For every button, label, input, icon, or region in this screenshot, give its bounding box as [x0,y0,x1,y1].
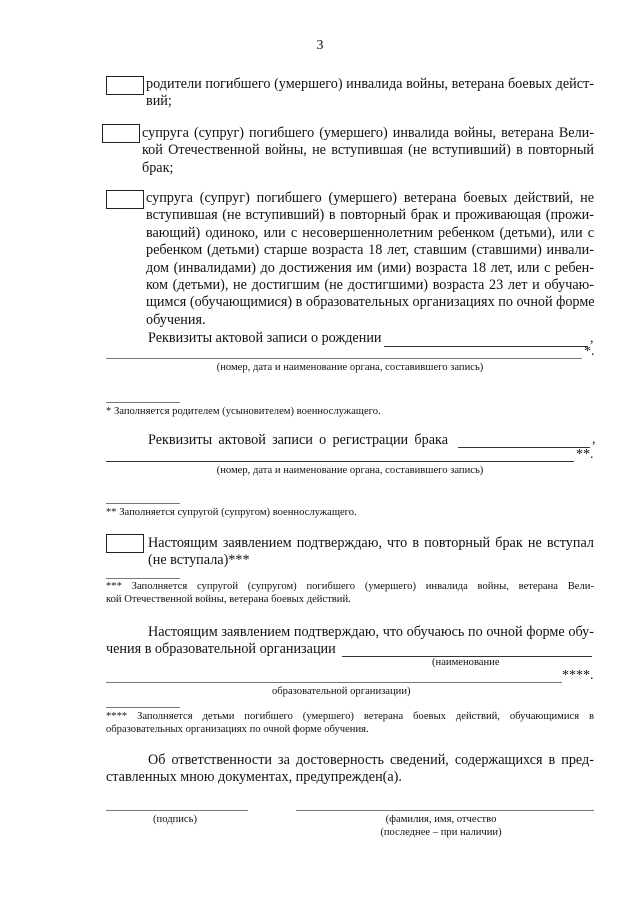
option-spouse-invalid-checkbox[interactable] [102,124,140,143]
remarriage-line: (не вступала)*** [148,552,250,569]
marriage-record-label [148,432,448,449]
marriage-record-word: Реквизиты [148,432,213,448]
education-caption-1: (наименование [432,657,500,668]
option-parents-line: вий; [146,93,172,110]
education-footnote-line: образовательных организациях по очной форме обучения. [106,724,369,735]
birth-record-label: Реквизиты актовой записи о рождении [148,330,382,346]
option-spouse-invalid-line: кой Отечественной войны, не вступившая (не вступивший) в повторный [142,142,594,159]
education-line: чения в образовательной организации [106,641,336,658]
option-spouse-veteran-line: щимся (обучающимися) в образовательных организациях по очной форме [146,294,595,311]
birth-record-footnote-mark: *. [584,344,595,359]
birth-record-input-line[interactable] [384,346,588,347]
option-spouse-invalid-text [142,125,594,177]
page-number: 3 [316,38,324,53]
education-footnote [106,710,594,736]
education-footnote-mark: ****. [562,668,594,683]
birth-record-caption: (номер, дата и наименование органа, составившего запись) [216,362,484,373]
education-text [106,624,594,659]
marriage-record-input-line-2[interactable] [106,461,574,462]
option-parents-text [146,76,594,111]
signature-caption: (подпись) [153,814,197,825]
marriage-record-caption: (номер, дата и наименование органа, составившего запись) [216,465,484,476]
footnote-separator [106,578,180,579]
option-spouse-veteran-line: ком (детьми), не достигшим (не достигшими) возраста 23 лет и обучаю- [146,277,594,294]
marriage-record-word: записи [272,432,313,448]
responsibility-text [106,752,594,787]
option-spouse-veteran-text [146,190,594,329]
option-parents-checkbox[interactable] [106,76,144,95]
marriage-record-comma: , [592,432,596,447]
option-spouse-invalid-line: брак; [142,159,174,176]
remarriage-text [148,535,594,570]
responsibility-line: ставленных мною документах, предупрежден(а). [106,769,402,786]
footnote-separator [106,503,180,504]
marriage-record-word: регистрации [332,432,409,448]
education-input-line-2[interactable] [106,682,562,683]
footnote-separator [106,707,180,708]
marriage-record-word: о [319,432,327,448]
option-spouse-veteran-line: обучения. [146,311,206,328]
signature-line[interactable] [106,810,248,811]
remarriage-checkbox[interactable] [106,534,144,553]
remarriage-footnote-line: *** Заполняется супругой (супругом) погибшего (умершего) инвалида войны, ветерана Вели- [106,581,594,592]
remarriage-footnote-line: кой Отечественной войны, ветерана боевых действий. [106,594,351,605]
birth-record-input-line-2[interactable] [106,358,582,359]
footnote-separator [106,402,180,403]
option-spouse-invalid-line: супруга (супруг) погибшего (умершего) инвалида войны, ветерана Вели- [142,125,594,141]
responsibility-line: Об ответственности за достоверность сведений, содержащихся в пред- [148,752,594,768]
education-footnote-line: **** Заполняется детьми погибшего (умершего) ветерана боевых действий, обучающимися в [106,711,594,722]
option-spouse-veteran-line: вступившая (не вступивший) в повторный брак и проживающая (прожи- [146,207,594,224]
remarriage-footnote [106,580,594,606]
marriage-record-word: актовой [218,432,266,448]
full-name-caption: (фамилия, имя, отчество [385,814,497,825]
birth-record-comma: , [590,331,594,346]
option-spouse-veteran-checkbox[interactable] [106,190,144,209]
education-caption-2: образовательной организации) [272,686,411,697]
marriage-record-word: брака [414,432,448,448]
option-spouse-veteran-line: супруга (супруг) погибшего (умершего) ветерана боевых действий, не [146,190,594,206]
marriage-record-input-line[interactable] [458,447,590,448]
full-name-line[interactable] [296,810,594,811]
remarriage-line: Настоящим заявлением подтверждаю, что в повторный брак не вступал [148,535,594,551]
birth-record-footnote: * Заполняется родителем (усыновителем) военнослужащего. [106,406,381,417]
marriage-record-footnote: ** Заполняется супругой (супругом) военнослужащего. [106,507,357,518]
education-line: Настоящим заявлением подтверждаю, что обучаюсь по очной форме обу- [148,624,594,640]
option-spouse-veteran-line: ребенком (детьми) старше возраста 18 лет, ставшим (ставшими) инвали- [146,242,594,259]
full-name-caption-note: (последнее – при наличии) [380,827,502,838]
option-spouse-veteran-line: дом (инвалидами) до достижения им (ими) возраста 18 лет, или с ребен- [146,259,594,276]
option-spouse-veteran-line: вающий) одиноко, или с несовершеннолетним ребенком (детьми), или с [146,224,594,241]
marriage-record-footnote-mark: **. [576,447,594,462]
option-parents-line: родители погибшего (умершего) инвалида войны, ветерана боевых дейст- [146,76,594,92]
